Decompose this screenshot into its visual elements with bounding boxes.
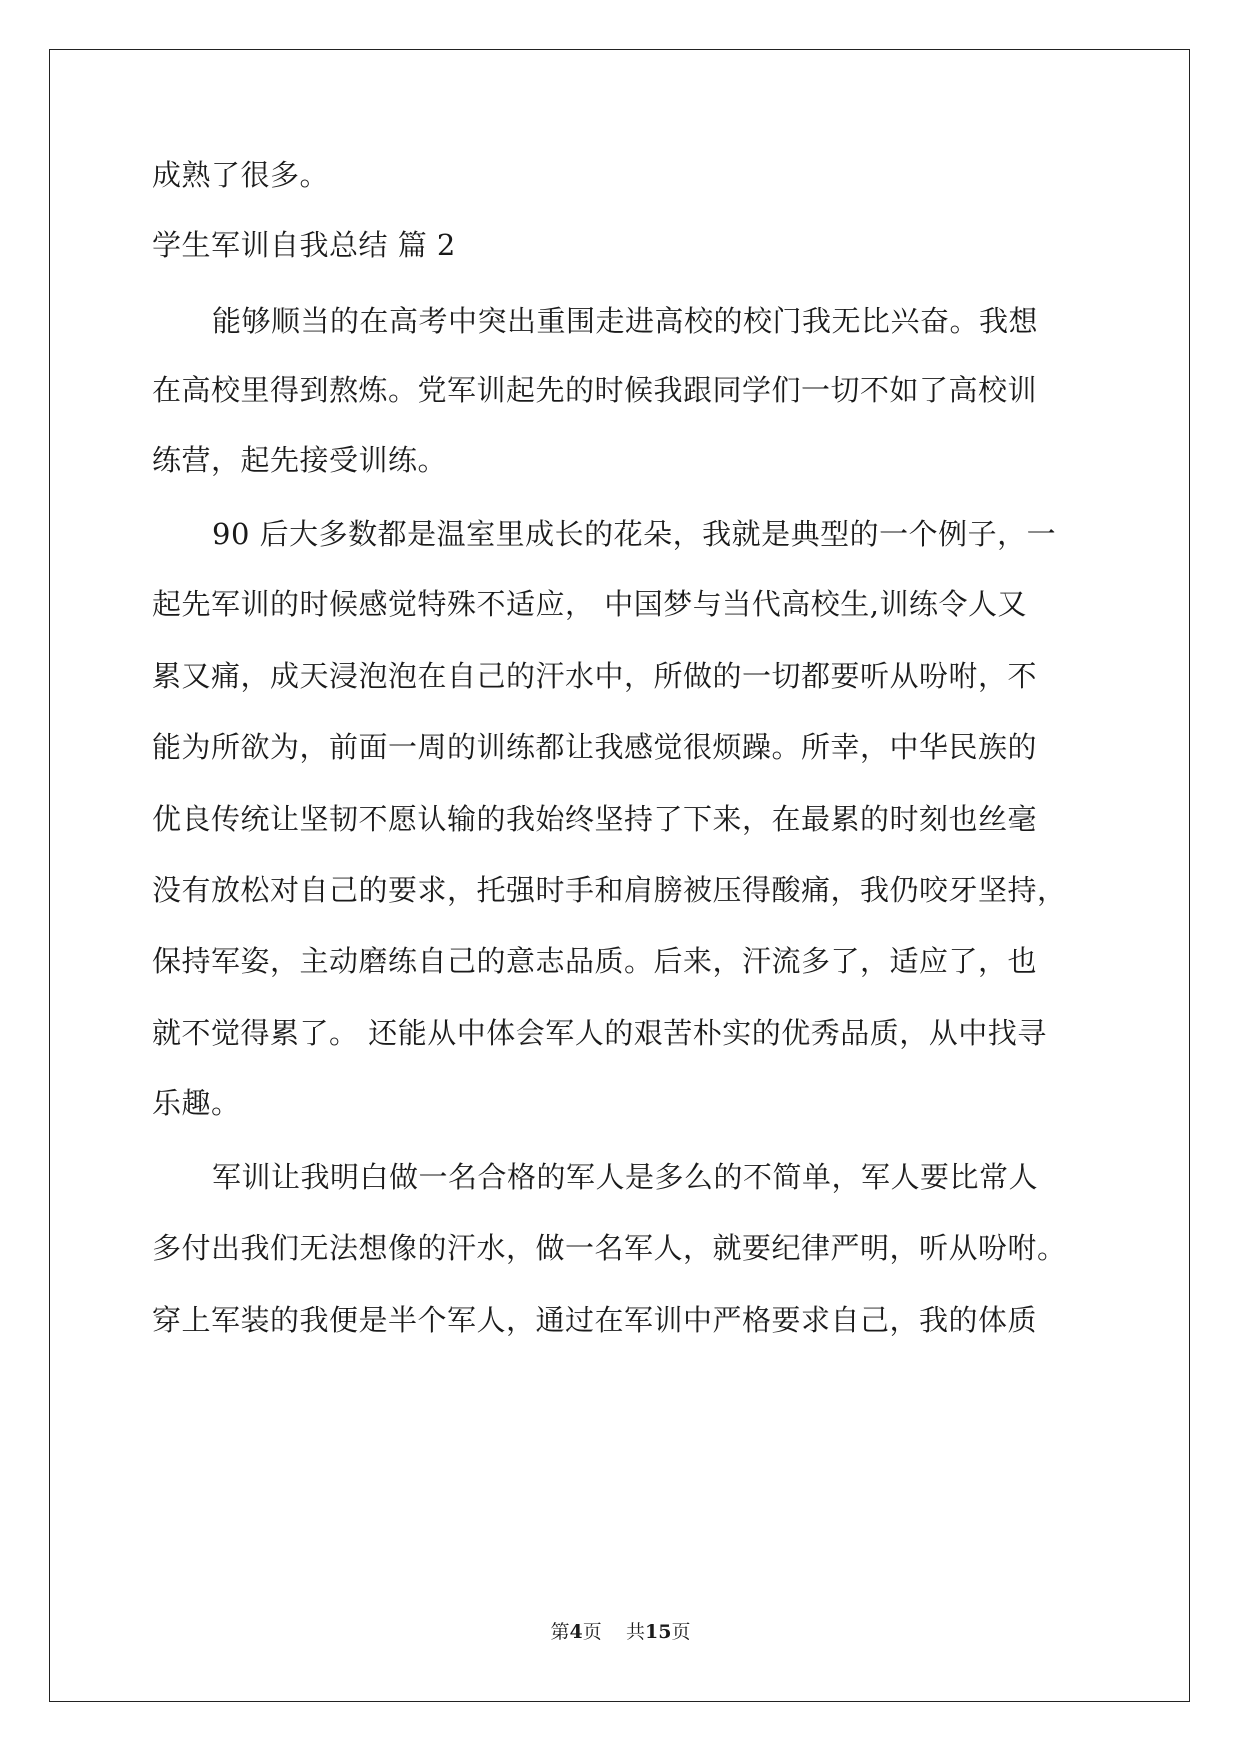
paragraph-line: 优良传统让坚韧不愿认输的我始终坚持了下来，在最累的时刻也丝毫: [152, 802, 1038, 836]
paragraph-line: 没有放松对自己的要求，托强时手和肩膀被压得酸痛，我仍咬牙坚持，: [152, 873, 1067, 907]
paragraph-line: 在高校里得到熬炼。党军训起先的时候我跟同学们一切不如了高校训: [152, 373, 1038, 407]
paragraph-line: 练营，起先接受训练。: [152, 443, 448, 477]
paragraph-line: 能为所欲为，前面一周的训练都让我感觉很烦躁。所幸，中华民族的: [152, 730, 1038, 764]
paragraph-line: 累又痛，成天浸泡泡在自己的汗水中，所做的一切都要听从吩咐，不: [152, 659, 1038, 693]
section-heading: 学生军训自我总结 篇 2: [152, 228, 456, 262]
paragraph-line: 乐趣。: [152, 1086, 241, 1120]
total-label-suffix: 页: [671, 1621, 691, 1643]
current-page-number: 4: [569, 1621, 583, 1643]
paragraph-line: 起先军训的时候感觉特殊不适应， 中国梦与当代高校生,训练令人又: [152, 587, 1027, 621]
total-pages-number: 15: [644, 1621, 672, 1643]
page-label-suffix: 页: [582, 1621, 602, 1643]
paragraph-line: 能够顺当的在高考中突出重围走进高校的校门我无比兴奋。我想: [212, 304, 1039, 338]
paragraph-line: 保持军姿，主动磨练自己的意志品质。后来，汗流多了，适应了，也: [152, 944, 1038, 978]
total-label-prefix: 共: [625, 1621, 645, 1643]
paragraph-line: 90 后大多数都是温室里成长的花朵，我就是典型的一个例子，一: [212, 517, 1057, 551]
paragraph-line: 成熟了很多。: [152, 158, 330, 192]
paragraph-line: 多付出我们无法想像的汗水，做一名军人，就要纪律严明，听从吩咐。: [152, 1231, 1067, 1265]
paragraph-line: 军训让我明白做一名合格的军人是多么的不简单，军人要比常人: [212, 1160, 1039, 1194]
paragraph-line: 就不觉得累了。 还能从中体会军人的艰苦朴实的优秀品质，从中找寻: [152, 1016, 1047, 1050]
page-footer: [0, 1620, 1241, 1644]
paragraph-line: 穿上军装的我便是半个军人，通过在军训中严格要求自己，我的体质: [152, 1303, 1038, 1337]
page-label-prefix: 第: [550, 1621, 570, 1643]
